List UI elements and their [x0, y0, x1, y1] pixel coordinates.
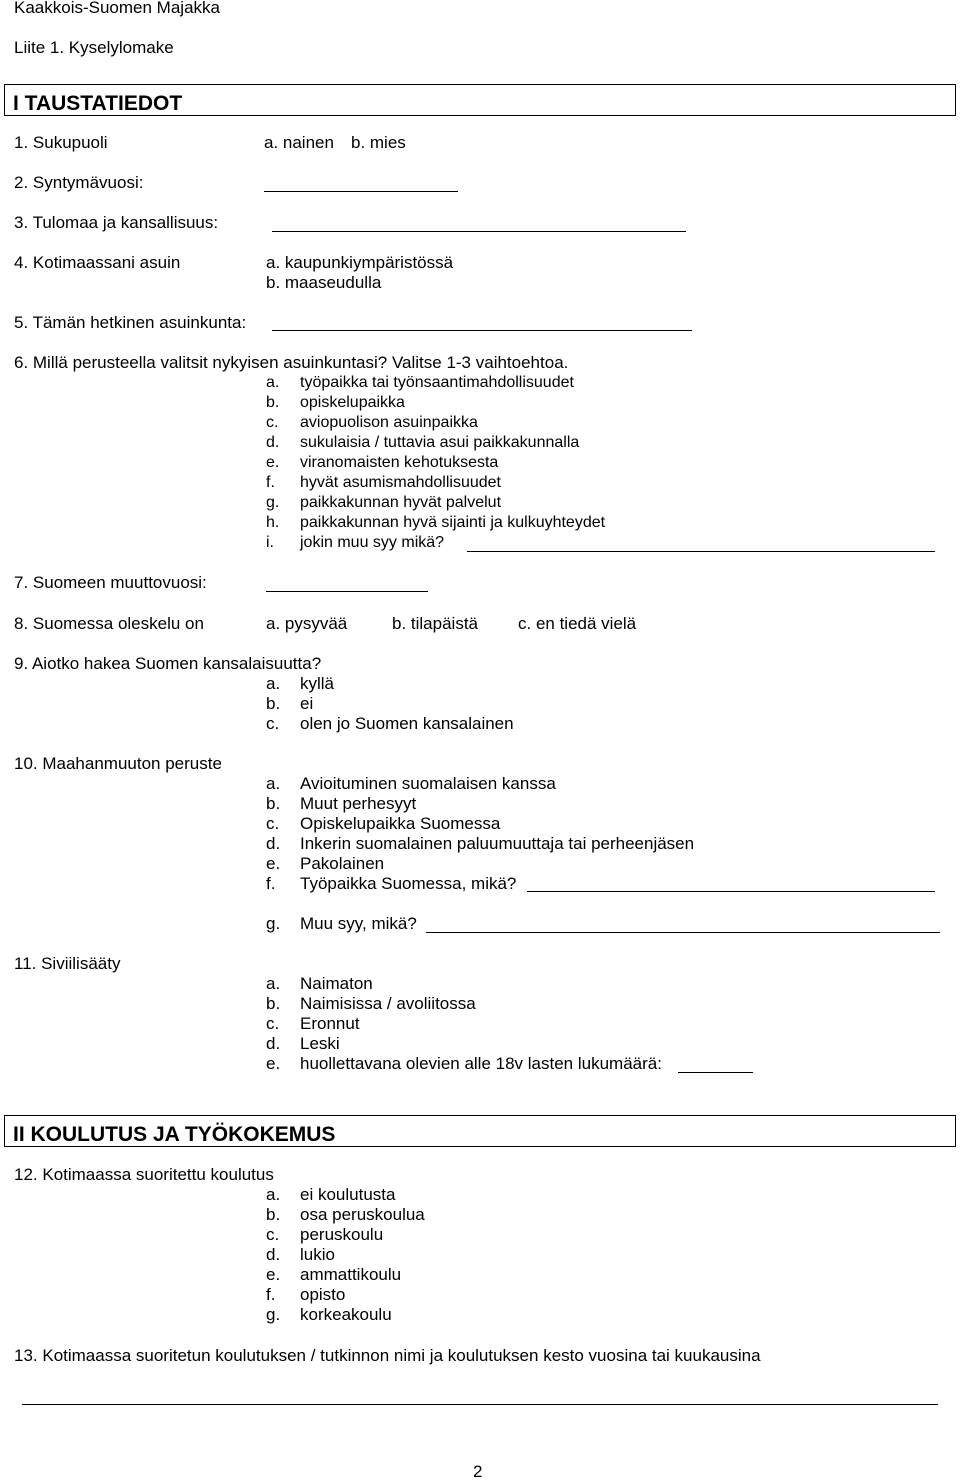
option-text[interactable]: paikkakunnan hyvä sijainti ja kulkuyhteydet: [300, 514, 606, 531]
option-letter: d.: [266, 434, 280, 451]
section-title: I TAUSTATIEDOT: [13, 92, 183, 115]
section-header-background: [4, 1115, 956, 1147]
option-text[interactable]: kyllä: [300, 674, 335, 693]
option-letter: d.: [266, 1245, 281, 1264]
option-text[interactable]: Inkerin suomalainen paluumuuttaja tai perheenjäsen: [300, 834, 695, 853]
option-letter: g.: [266, 914, 281, 933]
option-text[interactable]: opiskelupaikka: [300, 394, 405, 411]
option-letter: b.: [266, 994, 281, 1013]
option-letter: d.: [266, 834, 281, 853]
children-count-answer-line[interactable]: [678, 1072, 753, 1073]
option-female[interactable]: a. nainen: [264, 133, 334, 152]
option-text[interactable]: Leski: [300, 1034, 340, 1053]
other-migration-reason-answer-line[interactable]: [426, 932, 940, 933]
question-label: 2. Syntymävuosi:: [14, 173, 144, 192]
option-text[interactable]: lukio: [300, 1245, 335, 1264]
option-letter: g.: [266, 1305, 281, 1324]
option-letter: a.: [266, 374, 280, 391]
question-label: 6. Millä perusteella valitsit nykyisen asuinkuntasi? Valitse 1-3 vaihtoehtoa.: [14, 353, 569, 372]
migration-year-answer-line[interactable]: [266, 591, 428, 592]
option-letter: b.: [266, 694, 281, 713]
option-text[interactable]: opisto: [300, 1285, 346, 1304]
option-text[interactable]: Muu syy, mikä?: [300, 914, 417, 933]
page-number: 2: [473, 1462, 483, 1481]
country-answer-line[interactable]: [272, 231, 686, 232]
option-urban[interactable]: a. kaupunkiympäristössä: [266, 253, 454, 272]
option-text[interactable]: työpaikka tai työnsaantimahdollisuudet: [300, 374, 574, 391]
option-permanent[interactable]: a. pysyvää: [266, 614, 348, 633]
option-letter: a.: [266, 774, 281, 793]
option-letter: e.: [266, 1265, 281, 1284]
option-letter: h.: [266, 514, 280, 531]
option-letter: i.: [266, 534, 274, 551]
option-text[interactable]: olen jo Suomen kansalainen: [300, 714, 514, 733]
attachment-title: Liite 1. Kyselylomake: [14, 38, 174, 57]
option-male[interactable]: b. mies: [351, 133, 406, 152]
option-text[interactable]: ei koulutusta: [300, 1185, 396, 1204]
option-text[interactable]: Muut perhesyyt: [300, 794, 417, 813]
option-text[interactable]: jokin muu syy mikä?: [300, 534, 445, 551]
question-label: 11. Siviilisääty: [14, 954, 121, 973]
option-letter: f.: [266, 1285, 276, 1304]
option-letter: e.: [266, 854, 281, 873]
other-reason-answer-line[interactable]: [467, 551, 935, 552]
question-label: 12. Kotimaassa suoritettu koulutus: [14, 1165, 274, 1184]
option-text[interactable]: peruskoulu: [300, 1225, 384, 1244]
option-text[interactable]: paikkakunnan hyvät palvelut: [300, 494, 502, 511]
option-letter: a.: [266, 1185, 281, 1204]
municipality-answer-line[interactable]: [272, 330, 692, 331]
question-label: 1. Sukupuoli: [14, 133, 108, 152]
option-text[interactable]: Eronnut: [300, 1014, 360, 1033]
option-letter: a.: [266, 974, 281, 993]
option-text[interactable]: hyvät asumismahdollisuudet: [300, 474, 501, 491]
option-text[interactable]: ei: [300, 694, 314, 713]
option-letter: a.: [266, 674, 281, 693]
section-title: II KOULUTUS JA TYÖKOKEMUS: [13, 1123, 336, 1146]
option-letter: c.: [266, 814, 280, 833]
question-label: 10. Maahanmuuton peruste: [14, 754, 222, 773]
organization-name: Kaakkois-Suomen Majakka: [14, 0, 220, 17]
education-answer-line[interactable]: [22, 1404, 938, 1405]
job-answer-line[interactable]: [527, 891, 935, 892]
option-text[interactable]: Työpaikka Suomessa, mikä?: [300, 874, 517, 893]
question-label: 8. Suomessa oleskelu on: [14, 614, 204, 633]
option-letter: e.: [266, 454, 280, 471]
option-text[interactable]: aviopuolison asuinpaikka: [300, 414, 478, 431]
birth-year-answer-line[interactable]: [264, 191, 458, 192]
option-letter: f.: [266, 874, 276, 893]
option-text[interactable]: Pakolainen: [300, 854, 385, 873]
option-text[interactable]: viranomaisten kehotuksesta: [300, 454, 499, 471]
option-letter: c.: [266, 414, 279, 431]
option-temporary[interactable]: b. tilapäistä: [392, 614, 478, 633]
option-letter: c.: [266, 1225, 280, 1244]
question-label: 7. Suomeen muuttovuosi:: [14, 573, 207, 592]
option-text[interactable]: Avioituminen suomalaisen kanssa: [300, 774, 556, 793]
option-letter: b.: [266, 394, 280, 411]
option-text[interactable]: Naimisissa / avoliitossa: [300, 994, 476, 1013]
option-text[interactable]: Opiskelupaikka Suomessa: [300, 814, 501, 833]
option-letter: b.: [266, 1205, 281, 1224]
option-text[interactable]: Naimaton: [300, 974, 373, 993]
option-dont-know[interactable]: c. en tiedä vielä: [518, 614, 637, 633]
question-label: 5. Tämän hetkinen asuinkunta:: [14, 313, 247, 332]
option-letter: e.: [266, 1054, 281, 1073]
option-text[interactable]: sukulaisia / tuttavia asui paikkakunnalla: [300, 434, 580, 451]
question-label: 4. Kotimaassani asuin: [14, 253, 181, 272]
option-rural[interactable]: b. maaseudulla: [266, 273, 382, 292]
option-letter: c.: [266, 1014, 280, 1033]
option-text[interactable]: korkeakoulu: [300, 1305, 392, 1324]
option-letter: d.: [266, 1034, 281, 1053]
option-text[interactable]: osa peruskoulua: [300, 1205, 425, 1224]
question-label: 3. Tulomaa ja kansallisuus:: [14, 213, 219, 232]
option-text[interactable]: huollettavana olevien alle 18v lasten lukumäärä:: [300, 1054, 662, 1073]
option-text[interactable]: ammattikoulu: [300, 1265, 402, 1284]
question-label: 9. Aiotko hakea Suomen kansalaisuutta?: [14, 654, 322, 673]
option-letter: c.: [266, 714, 280, 733]
section-header-background: [4, 84, 956, 116]
option-letter: f.: [266, 474, 275, 491]
question-label: 13. Kotimaassa suoritetun koulutuksen / tutkinnon nimi ja koulutuksen kesto vuosina tai kuukausina: [14, 1346, 761, 1365]
option-letter: g.: [266, 494, 280, 511]
option-letter: b.: [266, 794, 281, 813]
